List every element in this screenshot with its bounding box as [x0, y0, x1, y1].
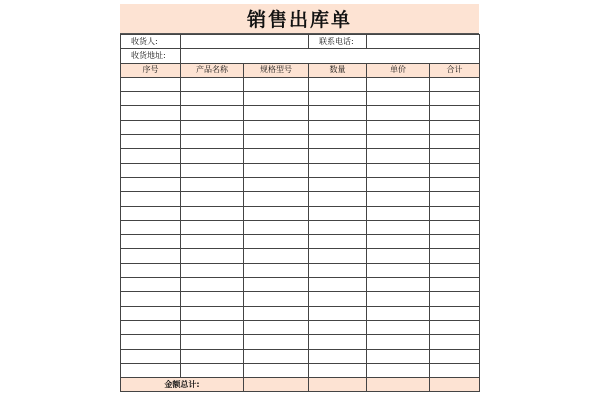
- cell-spec-model[interactable]: [244, 92, 309, 106]
- cell-unit-price[interactable]: [367, 249, 430, 263]
- cell-index[interactable]: [121, 306, 181, 320]
- column-header-spec-model: 规格型号: [244, 63, 309, 77]
- total-amount-label: 金额总计:: [121, 378, 244, 392]
- cell-product-name[interactable]: [181, 349, 244, 363]
- cell-unit-price[interactable]: [367, 220, 430, 234]
- cell-spec-model[interactable]: [244, 306, 309, 320]
- cell-index[interactable]: [121, 206, 181, 220]
- cell-quantity[interactable]: [309, 320, 367, 334]
- cell-product-name[interactable]: [181, 149, 244, 163]
- recipient-row: [121, 35, 480, 49]
- cell-unit-price[interactable]: [367, 92, 430, 106]
- phone-field[interactable]: [367, 35, 480, 49]
- table-row: [121, 306, 480, 320]
- cell-unit-price[interactable]: [367, 335, 430, 349]
- cell-spec-model[interactable]: [244, 263, 309, 277]
- cell-subtotal[interactable]: [430, 349, 480, 363]
- cell-spec-model[interactable]: [244, 177, 309, 191]
- cell-product-name[interactable]: [181, 92, 244, 106]
- cell-index[interactable]: [121, 92, 181, 106]
- cell-quantity[interactable]: [309, 249, 367, 263]
- cell-subtotal[interactable]: [430, 220, 480, 234]
- cell-unit-price[interactable]: [367, 278, 430, 292]
- cell-spec-model[interactable]: [244, 120, 309, 134]
- cell-product-name[interactable]: [181, 77, 244, 91]
- column-header-row: [121, 63, 480, 77]
- cell-product-name[interactable]: [181, 235, 244, 249]
- table-row: [121, 106, 480, 120]
- cell-unit-price[interactable]: [367, 320, 430, 334]
- recipient-label: 收货人:: [121, 35, 181, 49]
- cell-product-name[interactable]: [181, 363, 244, 377]
- cell-subtotal[interactable]: [430, 363, 480, 377]
- cell-index[interactable]: [121, 163, 181, 177]
- table-row: [121, 335, 480, 349]
- cell-subtotal[interactable]: [430, 278, 480, 292]
- cell-subtotal[interactable]: [430, 335, 480, 349]
- cell-index[interactable]: [121, 77, 181, 91]
- cell-subtotal[interactable]: [430, 106, 480, 120]
- table-row: [121, 349, 480, 363]
- cell-index[interactable]: [121, 220, 181, 234]
- cell-quantity[interactable]: [309, 363, 367, 377]
- address-row: [121, 49, 480, 63]
- cell-quantity[interactable]: [309, 92, 367, 106]
- cell-index[interactable]: [121, 235, 181, 249]
- phone-label: 联系电话:: [309, 35, 367, 49]
- cell-subtotal[interactable]: [430, 249, 480, 263]
- cell-product-name[interactable]: [181, 335, 244, 349]
- cell-index[interactable]: [121, 249, 181, 263]
- form-table: [120, 34, 480, 392]
- cell-subtotal[interactable]: [430, 92, 480, 106]
- address-field[interactable]: [181, 49, 480, 63]
- cell-index[interactable]: [121, 363, 181, 377]
- table-row: [121, 249, 480, 263]
- cell-unit-price[interactable]: [367, 306, 430, 320]
- cell-unit-price[interactable]: [367, 177, 430, 191]
- column-header-quantity: 数量: [309, 63, 367, 77]
- cell-product-name[interactable]: [181, 177, 244, 191]
- cell-index[interactable]: [121, 106, 181, 120]
- cell-quantity[interactable]: [309, 135, 367, 149]
- cell-spec-model[interactable]: [244, 278, 309, 292]
- cell-quantity[interactable]: [309, 335, 367, 349]
- cell-product-name[interactable]: [181, 306, 244, 320]
- cell-index[interactable]: [121, 278, 181, 292]
- cell-product-name[interactable]: [181, 320, 244, 334]
- column-header-index: 序号: [121, 63, 181, 77]
- cell-quantity[interactable]: [309, 263, 367, 277]
- cell-unit-price[interactable]: [367, 149, 430, 163]
- cell-quantity[interactable]: [309, 235, 367, 249]
- cell-unit-price[interactable]: [367, 206, 430, 220]
- table-row: [121, 278, 480, 292]
- table-row: [121, 292, 480, 306]
- cell-index[interactable]: [121, 263, 181, 277]
- cell-product-name[interactable]: [181, 163, 244, 177]
- total-cell-unit-price[interactable]: [367, 378, 430, 392]
- recipient-field[interactable]: [181, 35, 309, 49]
- cell-quantity[interactable]: [309, 278, 367, 292]
- cell-unit-price[interactable]: [367, 192, 430, 206]
- table-row: [121, 206, 480, 220]
- cell-subtotal[interactable]: [430, 320, 480, 334]
- cell-index[interactable]: [121, 292, 181, 306]
- table-row: [121, 320, 480, 334]
- cell-subtotal[interactable]: [430, 263, 480, 277]
- cell-index[interactable]: [121, 335, 181, 349]
- cell-quantity[interactable]: [309, 292, 367, 306]
- cell-unit-price[interactable]: [367, 363, 430, 377]
- table-row: [121, 263, 480, 277]
- cell-subtotal[interactable]: [430, 306, 480, 320]
- cell-spec-model[interactable]: [244, 106, 309, 120]
- total-cell-quantity[interactable]: [309, 378, 367, 392]
- cell-index[interactable]: [121, 135, 181, 149]
- cell-unit-price[interactable]: [367, 292, 430, 306]
- cell-index[interactable]: [121, 349, 181, 363]
- cell-product-name[interactable]: [181, 263, 244, 277]
- column-header-unit-price: 单价: [367, 63, 430, 77]
- cell-unit-price[interactable]: [367, 263, 430, 277]
- table-row: [121, 235, 480, 249]
- cell-index[interactable]: [121, 120, 181, 134]
- cell-index[interactable]: [121, 192, 181, 206]
- cell-quantity[interactable]: [309, 220, 367, 234]
- cell-index[interactable]: [121, 149, 181, 163]
- cell-quantity[interactable]: [309, 120, 367, 134]
- cell-unit-price[interactable]: [367, 120, 430, 134]
- cell-spec-model[interactable]: [244, 77, 309, 91]
- table-row: [121, 220, 480, 234]
- table-row: [121, 135, 480, 149]
- cell-spec-model[interactable]: [244, 149, 309, 163]
- cell-index[interactable]: [121, 320, 181, 334]
- cell-subtotal[interactable]: [430, 120, 480, 134]
- cell-subtotal[interactable]: [430, 135, 480, 149]
- cell-spec-model[interactable]: [244, 320, 309, 334]
- cell-subtotal[interactable]: [430, 192, 480, 206]
- cell-spec-model[interactable]: [244, 192, 309, 206]
- cell-subtotal[interactable]: [430, 292, 480, 306]
- cell-spec-model[interactable]: [244, 135, 309, 149]
- form-title: 销售出库单: [120, 4, 479, 34]
- sales-outbound-form: [120, 4, 479, 392]
- cell-spec-model[interactable]: [244, 349, 309, 363]
- column-header-subtotal: 合计: [430, 63, 480, 77]
- cell-unit-price[interactable]: [367, 235, 430, 249]
- total-amount-value[interactable]: [430, 378, 480, 392]
- cell-quantity[interactable]: [309, 177, 367, 191]
- cell-spec-model[interactable]: [244, 220, 309, 234]
- cell-spec-model[interactable]: [244, 363, 309, 377]
- table-row: [121, 149, 480, 163]
- table-row: [121, 92, 480, 106]
- cell-spec-model[interactable]: [244, 292, 309, 306]
- cell-unit-price[interactable]: [367, 163, 430, 177]
- address-label: 收货地址:: [121, 49, 181, 63]
- cell-product-name[interactable]: [181, 192, 244, 206]
- table-row: [121, 177, 480, 191]
- total-cell-spec[interactable]: [244, 378, 309, 392]
- cell-unit-price[interactable]: [367, 77, 430, 91]
- cell-product-name[interactable]: [181, 220, 244, 234]
- cell-subtotal[interactable]: [430, 77, 480, 91]
- cell-quantity[interactable]: [309, 163, 367, 177]
- cell-spec-model[interactable]: [244, 335, 309, 349]
- cell-quantity[interactable]: [309, 106, 367, 120]
- cell-quantity[interactable]: [309, 149, 367, 163]
- cell-subtotal[interactable]: [430, 163, 480, 177]
- cell-product-name[interactable]: [181, 135, 244, 149]
- cell-quantity[interactable]: [309, 192, 367, 206]
- cell-quantity[interactable]: [309, 77, 367, 91]
- cell-unit-price[interactable]: [367, 349, 430, 363]
- cell-subtotal[interactable]: [430, 206, 480, 220]
- table-row: [121, 192, 480, 206]
- cell-subtotal[interactable]: [430, 177, 480, 191]
- cell-quantity[interactable]: [309, 206, 367, 220]
- cell-index[interactable]: [121, 177, 181, 191]
- cell-quantity[interactable]: [309, 349, 367, 363]
- total-row: [121, 378, 480, 392]
- cell-product-name[interactable]: [181, 292, 244, 306]
- cell-spec-model[interactable]: [244, 249, 309, 263]
- cell-spec-model[interactable]: [244, 163, 309, 177]
- cell-subtotal[interactable]: [430, 235, 480, 249]
- cell-quantity[interactable]: [309, 306, 367, 320]
- cell-unit-price[interactable]: [367, 135, 430, 149]
- cell-product-name[interactable]: [181, 120, 244, 134]
- table-row: [121, 120, 480, 134]
- cell-subtotal[interactable]: [430, 149, 480, 163]
- cell-unit-price[interactable]: [367, 106, 430, 120]
- table-row: [121, 163, 480, 177]
- cell-product-name[interactable]: [181, 278, 244, 292]
- cell-spec-model[interactable]: [244, 235, 309, 249]
- cell-product-name[interactable]: [181, 106, 244, 120]
- cell-product-name[interactable]: [181, 249, 244, 263]
- cell-spec-model[interactable]: [244, 206, 309, 220]
- table-row: [121, 77, 480, 91]
- column-header-product-name: 产品名称: [181, 63, 244, 77]
- table-row: [121, 363, 480, 377]
- cell-product-name[interactable]: [181, 206, 244, 220]
